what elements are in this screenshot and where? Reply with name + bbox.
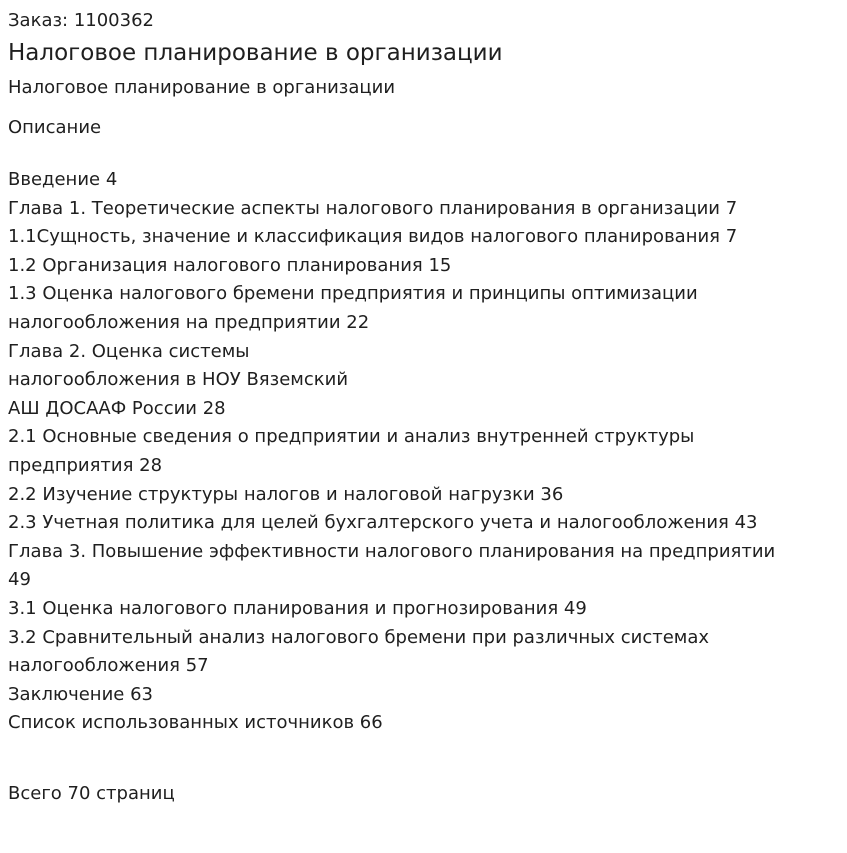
toc-line: Список использованных источников 66 — [8, 712, 383, 734]
toc-line: налогообложения на предприятии 22 — [8, 311, 370, 333]
toc-line: Введение 4 — [8, 169, 118, 190]
toc-line: 49 — [8, 569, 31, 591]
page-subtitle: Налоговое планирование в организации — [8, 77, 396, 98]
toc-line: предприятия 28 — [8, 454, 163, 476]
toc-line: налогообложения в НОУ Вяземский — [8, 369, 349, 391]
description-heading: Описание — [8, 117, 102, 138]
toc-line: Глава 2. Оценка системы — [8, 340, 250, 362]
toc-line: Глава 1. Теоретические аспекты налогового планирования в организации 7 — [8, 197, 738, 219]
total-pages: Всего 70 страниц — [8, 782, 175, 804]
page-title: Налоговое планирование в организации — [8, 40, 503, 66]
toc-line: 1.3 Оценка налогового бремени предприятия и принципы оптимизации — [8, 283, 698, 305]
toc-line: Глава 3. Повышение эффективности налогового планирования на предприятии — [8, 540, 776, 562]
toc-line: 2.3 Учетная политика для целей бухгалтерского учета и налогообложения 43 — [8, 512, 758, 534]
toc-line: 2.2 Изучение структуры налогов и налоговой нагрузки 36 — [8, 483, 564, 505]
toc-line: 1.2 Организация налогового планирования 15 — [8, 254, 452, 276]
toc-line: налогообложения 57 — [8, 655, 209, 677]
toc-line: 3.2 Сравнительный анализ налогового бремени при различных системах — [8, 626, 710, 648]
toc-line: Заключение 63 — [8, 683, 153, 705]
table-of-contents — [8, 166, 839, 738]
toc-line: 1.1Сущность, значение и классификация видов налогового планирования 7 — [8, 226, 738, 248]
toc-line: 3.1 Оценка налогового планирования и прогнозирования 49 — [8, 597, 587, 619]
toc-line: 2.1 Основные сведения о предприятии и анализ внутренней структуры — [8, 426, 695, 448]
order-number: Заказ: 1100362 — [8, 10, 154, 31]
toc-line: АШ ДОСААФ России 28 — [8, 397, 226, 419]
